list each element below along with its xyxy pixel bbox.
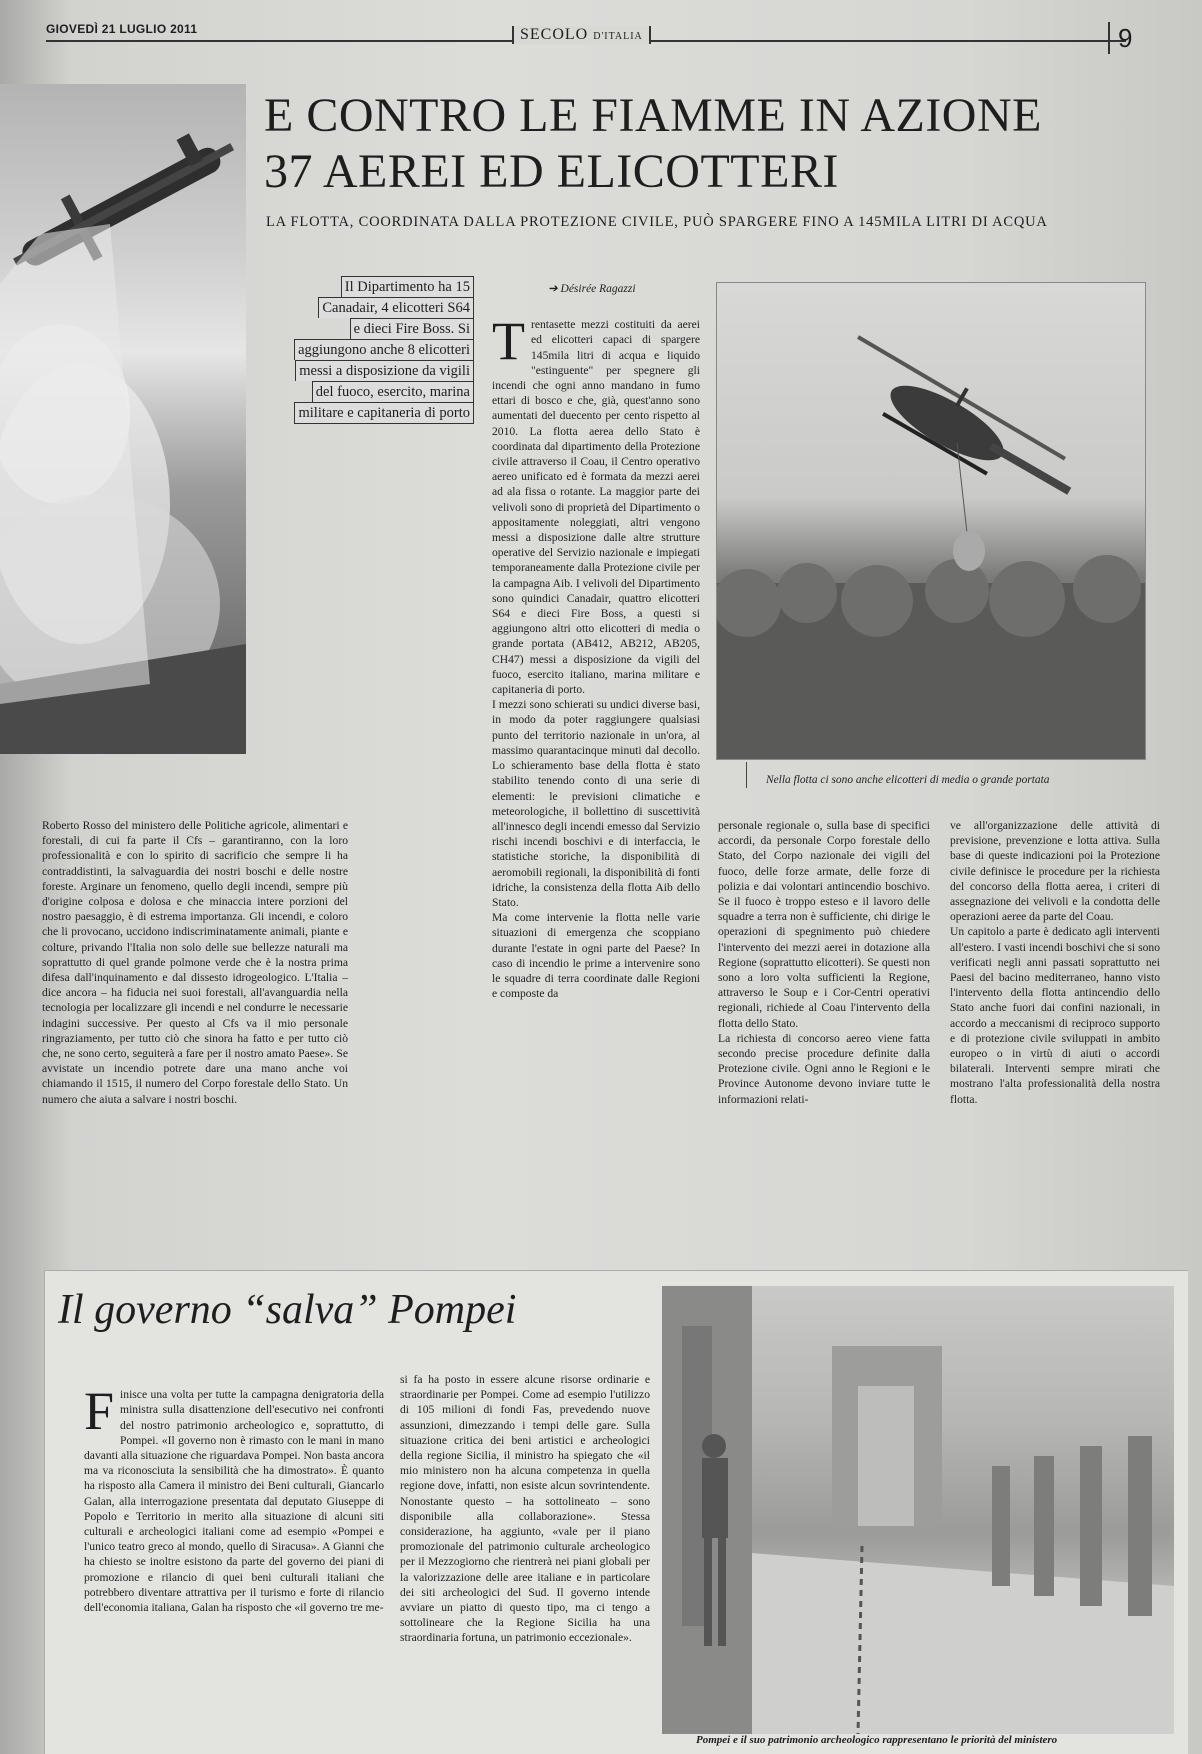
summary-line: messi a disposizione da vigili <box>295 360 474 381</box>
caption-rule <box>746 762 747 788</box>
newspaper-brand <box>512 26 651 44</box>
summary-box <box>264 276 474 424</box>
article-left-column: Roberto Rosso del ministero delle Politiche agricole, alimentari e forestali, di cui fa parte il Cfs – garantiranno, con la loro professionalità e con lo spirito di sacrificio che sempre li ha contraddistinti, la salvaguardia dei nostri boschi e delle nostre foreste. Arginare un fenomeno, quello degli incendi, sempre più d'origine colposa e dolosa e che minaccia intere porzioni del nostro paesaggio, è di estrema importanza. Gli incendi, e coloro che li provocano, uccidono indiscriminatamente animali, piante e colture, privando l'Italia non solo delle sue bellezze naturali ma soprattutto di quel grande polmone verde che è la nostra prima difesa dall'inquinamento e dal dissesto idrogeologico. L'Italia – dice ancora – ha fiducia nei suoi forestali, all'avanguardia nella tecnologia per localizzare gli incendi e nel condurre le necessarie indagini successive. Per questo al Cfs va il mio personale ringraziamento, per tutto ciò che sinora ha fatto e per tutto ciò che, ne sono certo, seguiterà a fare per il nostro amato Paese». Se avvistate un incendio potrete dare una mano anche voi chiamando il 1515, il numero del Corpo forestale dello Stato. Un numero che aiuta a salvare i nostri boschi. <box>42 819 348 1106</box>
brand-suffix: D'ITALIA <box>593 31 643 42</box>
summary-line: aggiungono anche 8 elicotteri <box>294 339 474 360</box>
dropcap: T <box>492 311 525 372</box>
issue-date: GIOVEDÌ 21 LUGLIO 2011 <box>46 22 198 36</box>
article-text-1: rentasette mezzi costituiti da aerei ed elicotteri capaci di spargere 145mila litri di acqua e liquido "estinguente" per spegnere gli incendi che ogni anno mandano in fumo ettari di bosco e che, già, quest'anno sono aumentati del duecento per cento rispetto al 2010. La flotta aerea dello Stato è coordinata dal dipartimento della Protezione civile attraverso il Coau, il Centro operativo aereo unificato ed è formata da mezzi aerei ad ala fissa o rotante. La maggior parte dei velivoli sono di proprietà del Dipartimento o appositamente noleggiati, altri vengono messi a disposizione dalle altre strutture operative del Servizio nazionale e impiegati temporaneamente dalla Protezione civile per la campagna Aib. I velivoli del Dipartimento sono quindici Canadair, quattro elicotteri S64 e dieci Fire Boss, a questi si aggiungono altri otto elicotteri di media o grande portata (AB412, AB212, AB205, CH47) messi a disposizione da vigili del fuoco, esercito italiano, marina militare e capitaneria di porto. I mezzi sono schierati su undici diverse basi, in modo da poter raggiungere qualsiasi punto del territorio nazionale in un'ora, al massimo quarantacinque minuti dal decollo. Lo schieramento base della flotta è stato stabilito tenendo conto di una serie di elementi: le previsioni climatiche e meteorologiche, il bollettino di suscettività all'innesco degli incendi emesso dal Servizio rischi incendi boschivi e di interfaccia, le statistiche storiche, la disponibilità di aeromobili regionali, la disponibilità di fonti idriche, la consistenza della flotta Aib dello Stato. Ma come intervenie la flotta nelle varie situazioni di emergenza che scoppiano durante l'estate in ogni parte del Paese? In caso di incendio le prime a intervenire sono le squadre di terra coordinate dalle Regioni e composte da <box>492 318 700 1001</box>
author-name: Désirée Ragazzi <box>560 283 636 295</box>
headline-line-2: 37 AEREI ED ELICOTTERI <box>264 145 839 198</box>
article-column-1 <box>492 302 700 1257</box>
pompei-text-1: inisce una volta per tutte la campagna denigratoria della ministra sulla disattenzione dell'esecutivo nei confronti del nostro patrimonio archeologico e, soprattutto, di Pompei. «Il governo non è rimasto con le mani in mano davanti alla situazione che riguardava Pompei. Non basta ancora ma va riconosciuta la sensibilità che ha dimostrato». È quanto ha risposto alla Camera il ministro dei Beni culturali, Giancarlo Galan, alla interrogazione presentata dal deputato Giuseppe di Popolo e Territorio in merito alla situazione di alcuni siti culturali e archeologici italiani come ad esempio «Pompei e l'unico teatro greco al mondo, quello di Siracusa». A Gianni che ha chiesto se inoltre esistono da parte del governo dei piani di promozione e rilancio di quei beni culturali italiani che potrebbero diventare attrattiva per il turismo e forte di rilancio dell'economia italiana, Galan ha risposto che «il governo tre me- <box>84 1388 384 1615</box>
pompei-caption: Pompei e il suo patrimonio archeologico rappresentano le priorità del ministero <box>696 1734 1058 1746</box>
pompei-headline: Il governo “salva” Pompei <box>58 1287 517 1333</box>
subheadline: LA FLOTTA, COORDINATA DALLA PROTEZIONE CIVILE, PUÒ SPARGERE FINO A 145MILA LITRI DI ACQUA <box>266 214 1048 230</box>
byline-arrow-icon: ➔ <box>548 283 561 295</box>
pompei-column-1 <box>84 1372 384 1615</box>
canadair-photo <box>0 84 246 754</box>
pompei-dropcap: F <box>84 1381 115 1442</box>
pompei-column-2: si fa ha posto in essere alcune risorse ordinarie e straordinarie per Pompei. Come ad esempio l'utilizzo di 105 milioni di fondi Fas, prevedendo nuove assunzioni, dimezzando i tempi delle gare. Sulla situazione critica dei beni artistici e archeologici della regione Sicilia, il ministro ha spiegato che «il mio ministero non ha alcuna competenza in quella regione dove, infatti, non esiste alcun sovrintendente. Nonostante questo – ha sottolineato – sono disponibile alla collaborazione». Stessa considerazione, ha aggiunto, «vale per il piano promozionale del patrimonio culturale archeologico per il Mezzogiorno che rientrerà nei piani globali per la valorizzazione delle aree italiane e in particolare dei siti archeologici del Sud. Il governo intende avviare un piatto di questo tipo, ma ci tengo a sottolineare che la Regione Sicilia ha una straordinaria fortuna, un patrimonio eccezionale». <box>400 1373 650 1645</box>
summary-line: del fuoco, esercito, marina <box>312 381 474 402</box>
main-headline <box>264 88 1164 200</box>
headline-line-1: E CONTRO LE FIAMME IN AZIONE <box>264 89 1042 142</box>
brand-main: SECOLO <box>520 26 589 43</box>
article-column-3: personale regionale o, sulla base di specifici accordi, da personale Corpo forestale dello Stato, del Corpo nazionale dei vigili del fuoco, delle forze armate, delle forze di polizia e dai volontari antincendio boschivo. Se il fuoco è troppo esteso e il lavoro delle squadre a terra non è sufficiente, chi dirige le operazioni di spegnimento può chiedere l'intervento dei mezzi aerei in dotazione alla Regione (soprattutto elicotteri). Se questi non sono a loro volta sufficienti la Regione, attraverso le Soup e i Cor-Centri operativi regionali, richiede al Coau l'intervento della flotta dello Stato. La richiesta di concorso aereo viene fatta secondo precise procedure definite dalla Protezione civile. Ogni anno le Regioni e le Province Autonome devono inviare tutte le informazioni relati- <box>718 819 930 1106</box>
summary-line: Il Dipartimento ha 15 <box>341 276 474 297</box>
pompei-photo <box>662 1286 1174 1734</box>
page-number: 9 <box>1108 22 1132 54</box>
summary-line: militare e capitaneria di porto <box>294 402 474 424</box>
byline <box>548 281 636 295</box>
helicopter-caption: Nella flotta ci sono anche elicotteri di media o grande portata <box>766 774 1050 786</box>
article-column-4: ve all'organizzazione delle attività di previsione, prevenzione e lotta attiva. Sulla base di queste indicazioni poi la Protezione civile definisce le procedure per la richiesta del concorso della flotta aerea, i criteri di assegnazione dei velivoli e la condotta delle operazioni aeree da parte del Coau. Un capitolo a parte è dedicato agli interventi all'estero. I vasti incendi boschivi che si sono verificati negli anni passati soprattutto nei Paesi del bacino mediterraneo, hanno visto l'intervento della flotta antincendio dello Stato anche fuori dai confini nazionali, in accordo a meccanismi di reciproco supporto e di protezione civile sviluppati in ambito europeo o in virtù di aiuti o accordi bilaterali. Interventi sempre mirati che mostrano l'alta professionalità della nostra flotta. <box>950 819 1160 1106</box>
summary-line: Canadair, 4 elicotteri S64 <box>318 297 474 318</box>
helicopter-photo <box>716 282 1146 760</box>
summary-line: e dieci Fire Boss. Si <box>350 318 474 339</box>
